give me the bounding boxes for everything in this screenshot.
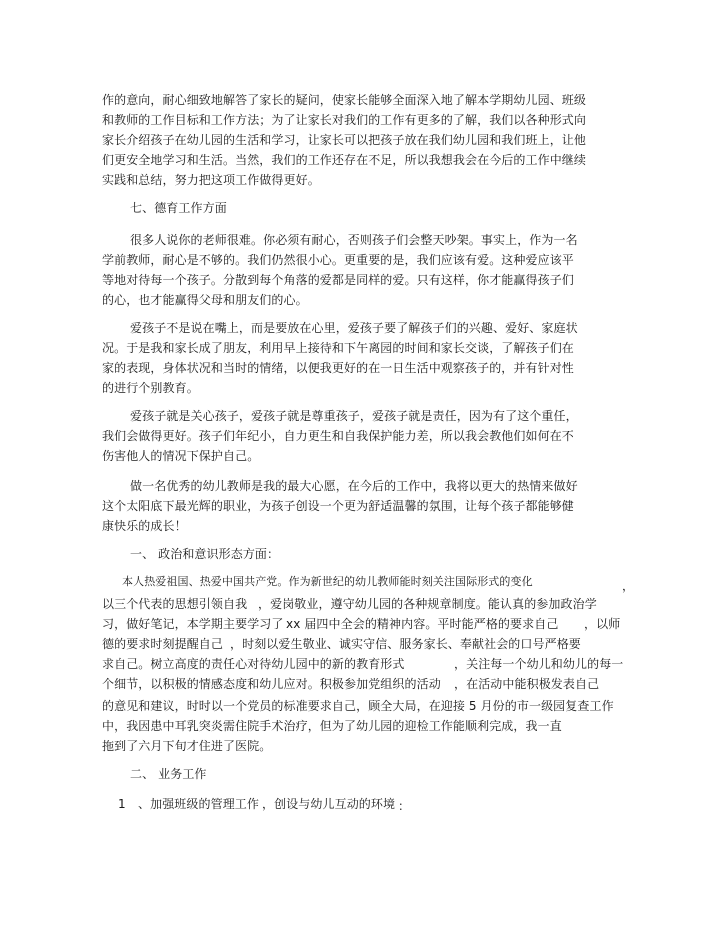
text-line: 爱孩子不是说在嘴上，而是要放在心里，爱孩子要了解孩子们的兴趣、爱好、家庭状	[130, 321, 578, 335]
text-line: ，爱岗敬业，遵守幼儿园的各种规章制度。能认真的参加政治学	[258, 597, 597, 611]
text-line: ，以师	[584, 617, 621, 631]
text-line: 这个太阳底下最光辉的职业，为孩子创设一个更为舒适温馨的氛围，让每个孩子都能够健	[102, 499, 574, 513]
text-line: xx 届四中全会的精神内容。平时能严格的要求自己	[286, 617, 559, 631]
text-line: 求自己。树立高度的责任心对待幼儿园中的新的教育形式	[102, 657, 405, 671]
text-line: 本人热爱祖国、热爱中国共产党。作为新世纪的幼儿教师能时刻关注国际形式的变化	[122, 575, 533, 588]
text-line: 的意见和建议，时时以一个党员的标准要求自己，顾全大局，在迎接 5 月份的市一级园复查工作	[102, 699, 614, 713]
text-line: 康快乐的成长！	[102, 519, 187, 533]
text-line: 等地对待每一个孩子。分散到每个角落的爱都是同样的爱。只有这样，你才能赢得孩子们	[102, 273, 574, 287]
section-heading-business: 二、 业务工作	[130, 767, 207, 781]
text-line: 爱孩子就是关心孩子，爱孩子就是尊重孩子，爱孩子就是责任，因为有了这个重任，	[130, 409, 578, 423]
text-line: 我们会做得更好。孩子们年纪小，自力更生和自我保护能力差，所以我会教他们如何在不	[102, 429, 574, 443]
text-line: 个细节，以积极的情感态度和幼儿应对。积极参加党组织的活动	[102, 677, 441, 691]
text-line: 做一名优秀的幼儿教师是我的最大心愿，在今后的工作中，我将以更大的热情来做好	[130, 479, 578, 493]
text-line: 很多人说你的老师很难。你必须有耐心，否则孩子们会整天吵架。事实上，作为一名	[130, 233, 578, 247]
text-line: 的心，也才能赢得父母和朋友们的心。	[102, 293, 308, 307]
section-heading-political: 一、 政治和意识形态方面：	[130, 547, 280, 561]
text-line: 拖到了六月下旬才住进了医院。	[102, 739, 272, 753]
text-line: 以三个代表的思想引领自我	[102, 597, 248, 611]
text-line: 实践和总结，努力把这项工作做得更好。	[102, 173, 320, 187]
text-line: 们更安全地学习和生活。当然，我们的工作还存在不足，所以我想我会在今后的工作中继续	[102, 153, 587, 167]
text-line: ，关注每一个幼儿和幼儿的每一	[454, 657, 624, 671]
text-line: ，在活动中能积极发表自己	[454, 677, 600, 691]
list-item-text: ：	[398, 799, 411, 813]
list-item-number: 1	[118, 797, 126, 811]
text-line: 况。于是我和家长成了朋友，利用早上接待和下午离园的时间和家长交谈，了解孩子们在	[102, 341, 574, 355]
text-line: 德的要求时刻提醒自己	[102, 637, 224, 651]
text-line: 的进行个别教育。	[102, 381, 199, 395]
text-line: 家的表现，身体状况和当时的情绪，以便我更好的在一日生活中观察孩子的，并有针对性	[102, 361, 574, 375]
text-line: 和教师的工作目标和工作方法；为了让家长对我们的工作有更多的了解，我们以各种形式向	[102, 113, 587, 127]
text-line: 习，做好笔记，本学期主要学习了	[102, 617, 284, 631]
list-item-text: 、加强班级的管理工作	[138, 797, 260, 811]
text-line: ，	[622, 579, 635, 593]
text-line: 学前教师，耐心是不够的。我们仍然很小心。更重要的是，我们应该有爱。这种爱应该平	[102, 253, 574, 267]
text-line: 作的意向，耐心细致地解答了家长的疑问，使家长能够全面深入地了解本学期幼儿园、班级	[102, 93, 587, 107]
text-line: 伤害他人的情况下保护自己。	[102, 449, 260, 463]
text-line: ，时刻以爱生敬业、诚实守信、服务家长、奉献社会的口号严格要	[230, 637, 581, 651]
text-line: 家长介绍孩子在幼儿园的生活和学习，让家长可以把孩子放在我们幼儿园和我们班上，让他	[102, 133, 587, 147]
section-heading-moral-education: 七、德育工作方面	[130, 201, 227, 215]
list-item-text: ，创设与幼儿互动的环境	[262, 797, 396, 811]
text-line: 中，我因患中耳乳突炎需住院手术治疗，但为了幼儿园的迎检工作能顺利完成，我一直	[102, 719, 562, 733]
